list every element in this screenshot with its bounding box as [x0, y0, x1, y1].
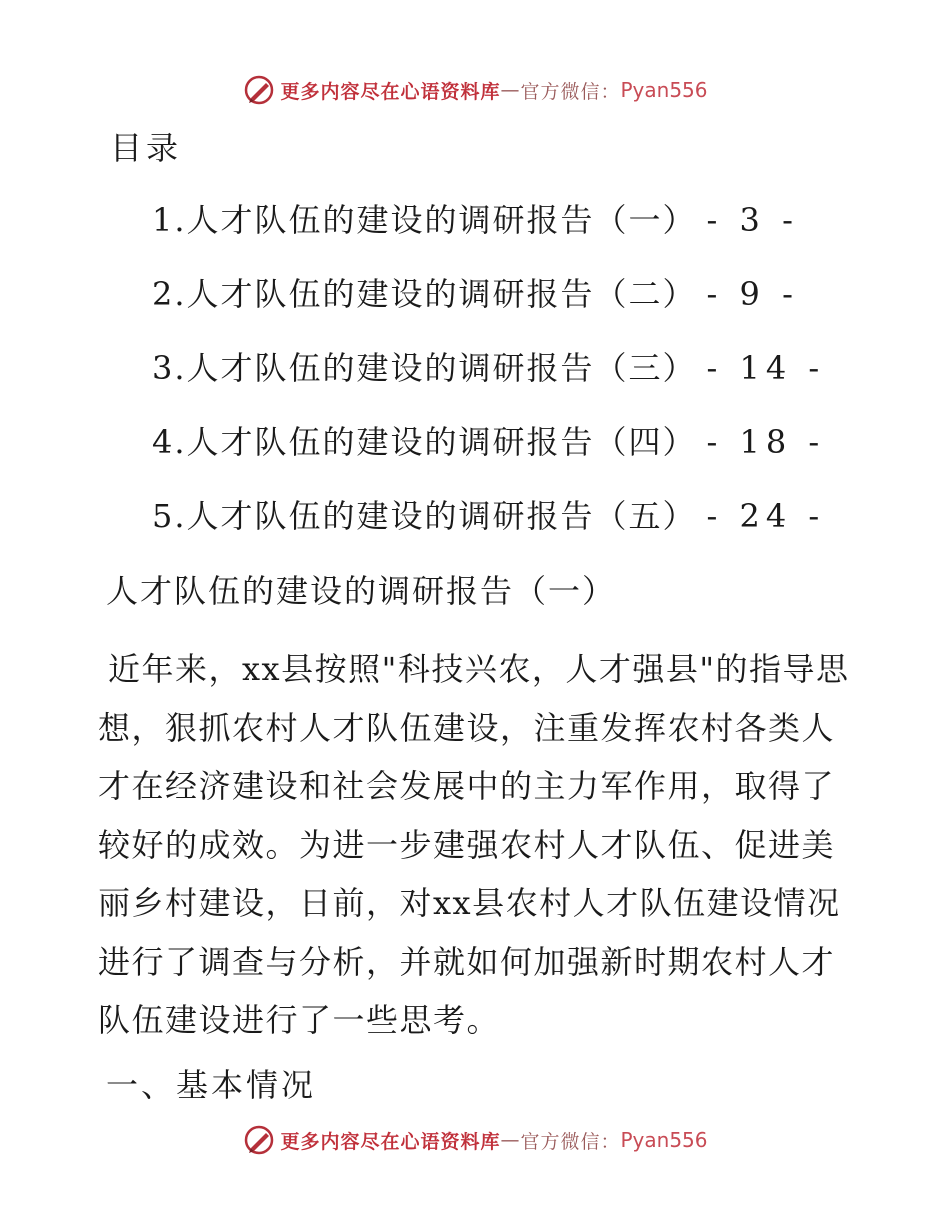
toc-entry-1[interactable]: [152, 194, 825, 268]
watermark-brand: 更多内容尽在心语资料库: [280, 1130, 501, 1153]
watermark-id: Pyan556: [620, 1128, 708, 1152]
toc-entry-label: 5.人才队伍的建设的调研报告（五）: [152, 497, 697, 535]
pen-logo-icon: [242, 1123, 276, 1157]
section-title: 人才队伍的建设的调研报告（一）: [106, 572, 617, 610]
toc-entry-page: - 9 -: [706, 275, 799, 313]
pen-logo-icon: [242, 73, 276, 107]
toc-entry-label: 3.人才队伍的建设的调研报告（三）: [152, 349, 697, 387]
toc-entry-label: 1.人才队伍的建设的调研报告（一）: [152, 201, 697, 239]
table-of-contents: [152, 194, 825, 564]
watermark-dash: —: [500, 79, 521, 101]
toc-entry-page: - 3 -: [706, 201, 799, 239]
heading-basic-situation: 一、基本情况: [106, 1066, 317, 1104]
toc-entry-page: - 24 -: [706, 497, 826, 535]
toc-entry-page: - 18 -: [706, 423, 826, 461]
watermark-id: Pyan556: [620, 78, 708, 102]
toc-entry-5[interactable]: [152, 490, 825, 564]
watermark-official: 官方微信：: [520, 1130, 621, 1153]
watermark-header: [0, 70, 950, 110]
toc-entry-label: 4.人才队伍的建设的调研报告（四）: [152, 423, 697, 461]
watermark-official: 官方微信：: [520, 80, 621, 103]
toc-entry-3[interactable]: [152, 342, 825, 416]
watermark-brand: 更多内容尽在心语资料库: [280, 80, 501, 103]
toc-entry-label: 2.人才队伍的建设的调研报告（二）: [152, 275, 697, 313]
toc-title: 目录: [110, 129, 183, 167]
watermark-dash: —: [500, 1129, 521, 1151]
toc-entry-page: - 14 -: [706, 349, 826, 387]
toc-entry-4[interactable]: [152, 416, 825, 490]
body-paragraph: 近年来，xx县按照"科技兴农，人才强县"的指导思想，狠抓农村人才队伍建设，注重发挥农村各类人才在经济建设和社会发展中的主力军作用，取得了较好的成效。为进一步建强农村人才队伍、促进美丽乡村建设，日前，对xx县农村人才队伍建设情况进行了调查与分析，并就如何加强新时期农村人才队伍建设进行了一些思考。: [98, 650, 850, 1039]
watermark-footer: [0, 1120, 950, 1160]
toc-entry-2[interactable]: [152, 268, 825, 342]
